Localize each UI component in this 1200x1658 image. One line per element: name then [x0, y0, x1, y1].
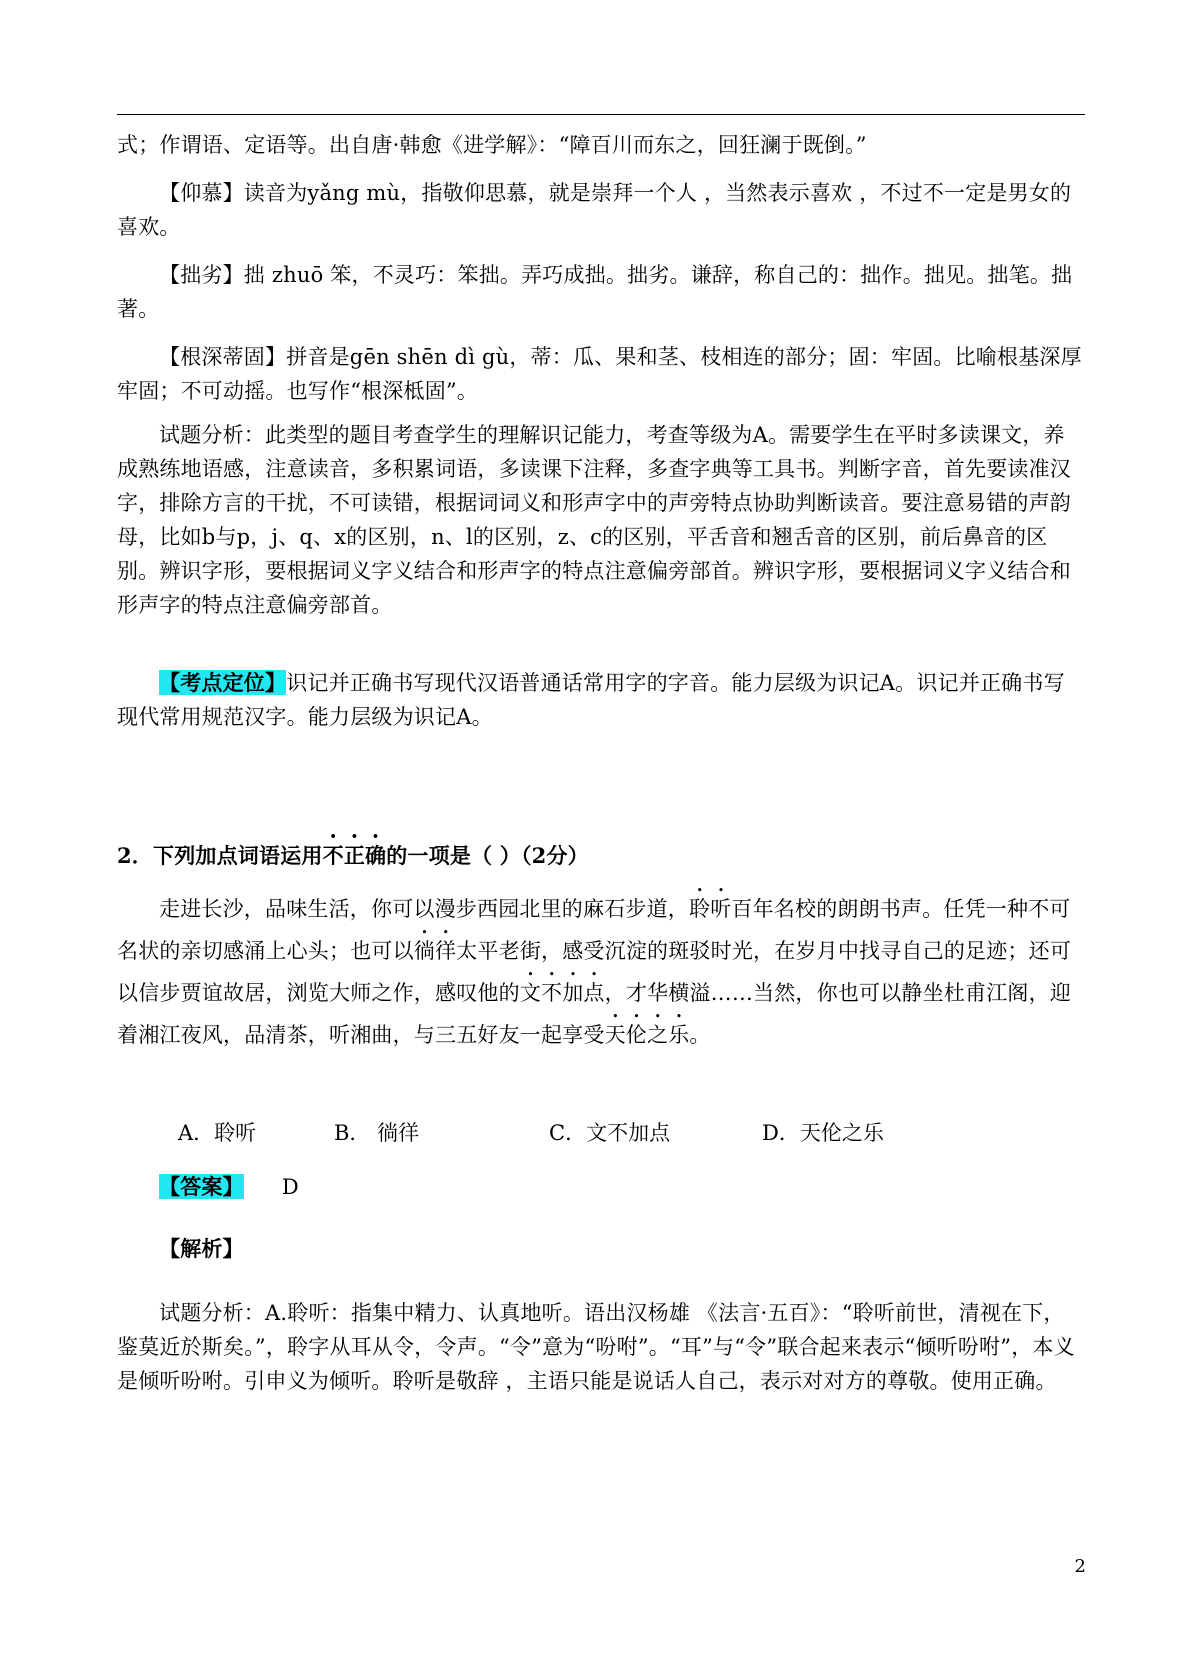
option-b: B． 徜徉: [334, 1121, 420, 1145]
paragraph-genshendigu: 【根深蒂固】拼音是gēn shēn dì gù，蒂：瓜、果和茎、枝相连的部分；固：牢固。比喻根基深厚牢固；不可动摇。也写作“根深柢固”。: [117, 345, 1082, 403]
passage-text: ，才华横溢……当然，你也可以静坐杜甫江阁，迎着湘江夜风，品清茶，听湘曲，与三五好友一起享受: [117, 981, 1072, 1047]
option-a: A．聆听: [178, 1121, 257, 1145]
passage-text: 太平老街，感受沉淀的斑驳时光，在岁月中找寻自己的足迹；还可以信步贾谊故居，浏览大师之作，感叹他的: [117, 939, 1072, 1005]
kaodian-label: 【考点定位】: [159, 670, 287, 695]
jiexi-label: 【解析】: [159, 1236, 244, 1261]
paragraph-continuation: 式；作谓语、定语等。出自唐·韩愈《进学解》：“障百川而东之，回狂澜于既倒。”: [117, 133, 867, 157]
passage-text: 走进长沙，品味生活，你可以漫步西园北里的麻石步道，: [159, 897, 689, 921]
page-number: 2: [1074, 1556, 1086, 1577]
answer-line: [117, 1170, 1085, 1204]
dotted-word-4: 天伦之乐: [604, 1023, 690, 1047]
question-options: [0, 1116, 1200, 1150]
answer-label: 【答案】: [159, 1174, 244, 1199]
paragraph-yangmu: 【仰慕】读音为yǎng mù，指敬仰思慕，就是崇拜一个人 ，当然表示喜欢 ，不过不一定是男女的喜欢。: [117, 181, 1072, 239]
answer-value: D: [281, 1175, 299, 1199]
question-emphasis: 不正确: [322, 843, 387, 868]
dotted-word-2: 徜徉: [413, 939, 457, 963]
option-d: D．天伦之乐: [762, 1121, 884, 1145]
paragraph-zhuolie: 【拙劣】拙 zhuō 笨，不灵巧：笨拙。弄巧成拙。拙劣。谦辞，称自己的：拙作。拙见。拙笔。拙著。: [117, 263, 1073, 321]
paragraph-analysis-2: 试题分析：A.聆听：指集中精力、认真地听。语出汉杨雄 《法言·五百》：“聆听前世，清视在下，鉴莫近於斯矣。”，聆字从耳从令，令声。“令”意为“吩咐”。“耳”与“令”联合起来表示“倾听吩咐”，本义是倾听吩咐。引申义为倾听。聆听是敬辞 ，主语只能是说话人自己，表示对对方的尊敬。使用正确。: [117, 1301, 1075, 1393]
question-prefix: 2．下列加点词语运用: [117, 843, 323, 868]
question-suffix: 的一项是（ ）（2分）: [386, 843, 589, 868]
paragraph-kaodian: [117, 666, 1085, 734]
kaodian-text: 识记并正确书写现代汉语普通话常用字的字音。能力层级为识记A。识记并正确书写现代常用规范汉字。能力层级为识记A。: [117, 671, 1065, 729]
passage-text: 百年名校的朗朗书声。任凭一种不可名状的亲切感涌上心头；也可以: [117, 897, 1071, 963]
dotted-word-3: 文不加点: [519, 981, 605, 1005]
paragraph-analysis-1: 试题分析：此类型的题目考查学生的理解识记能力，考查等级为A。需要学生在平时多读课文，养成熟练地语感，注意读音，多积累词语，多读课下注释，多查字典等工具书。判断字音，首先要读准汉字，排除方言的干扰，不可读错，根据词词义和形声字中的声旁特点协助判断读音。要注意易错的声韵母，比如b与p，j、q、x的区别，n、l的区别，z、c的区别，平舌音和翘舌音的区别，前后鼻音的区别。辨识字形，要根据词义字义结合和形声字的特点注意偏旁部首。辨识字形，要根据词义字义结合和形声字的特点注意偏旁部首。: [117, 423, 1071, 617]
question-passage: [117, 884, 1085, 1052]
option-c: C．文不加点: [549, 1121, 671, 1145]
question-title: [117, 830, 1085, 873]
header-rule: [117, 114, 1085, 115]
dotted-word-1: 聆听: [689, 897, 732, 921]
passage-text: 。: [689, 1023, 711, 1047]
